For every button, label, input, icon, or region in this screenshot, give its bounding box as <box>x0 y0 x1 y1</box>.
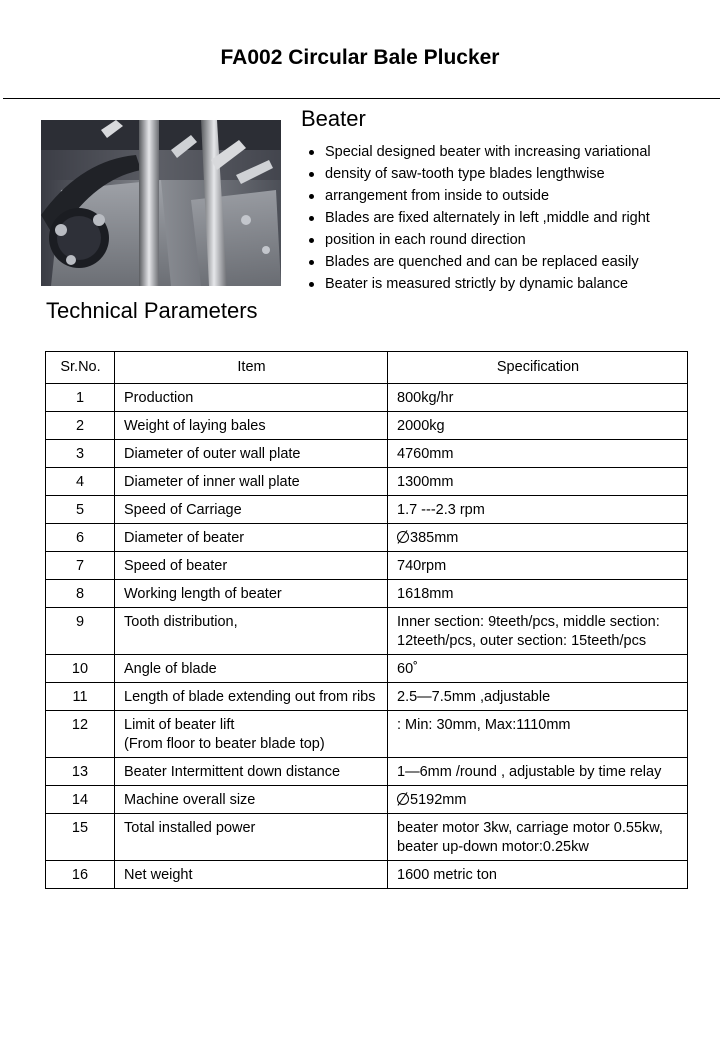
bullet-item <box>305 229 651 251</box>
table-row <box>46 683 688 711</box>
bullet-icon <box>309 194 314 199</box>
row-item: Diameter of outer wall plate <box>124 446 301 462</box>
row-item-cell <box>115 552 388 580</box>
beater-bullet-list <box>305 141 651 295</box>
table-row <box>46 814 688 861</box>
row-number: 7 <box>46 552 115 580</box>
technical-parameters-heading: Technical Parameters <box>46 298 258 323</box>
row-specification: 1.7 ---2.3 rpm <box>397 502 485 518</box>
table-row <box>46 580 688 608</box>
bullet-text: density of saw-tooth type blades lengthwise <box>325 166 605 182</box>
bullet-item <box>305 163 651 185</box>
row-specification: Inner section: 9teeth/pcs, middle section: 12teeth/pcs, outer section: 15teeth/pcs <box>397 614 660 649</box>
table-row <box>46 524 688 552</box>
row-spec-cell <box>388 468 688 496</box>
bullet-item <box>305 141 651 163</box>
bullet-icon <box>309 238 314 243</box>
table-header-row <box>46 352 688 384</box>
row-item-cell <box>115 580 388 608</box>
row-specification: 385mm <box>410 530 459 546</box>
row-item: Tooth distribution, <box>124 614 238 630</box>
row-item-note: (From floor to beater blade top) <box>124 736 325 752</box>
row-specification: 1600 metric ton <box>397 867 497 883</box>
bullet-text: arrangement from inside to outside <box>325 188 550 204</box>
row-spec-cell <box>388 440 688 468</box>
technical-parameters-table <box>45 351 688 889</box>
bullet-icon <box>309 150 314 155</box>
row-item-cell <box>115 440 388 468</box>
row-number: 1 <box>46 384 115 412</box>
row-item: Beater Intermittent down distance <box>124 764 341 780</box>
row-number: 15 <box>46 814 115 861</box>
row-number: 14 <box>46 786 115 814</box>
row-number: 5 <box>46 496 115 524</box>
row-item-cell <box>115 711 388 758</box>
row-number: 8 <box>46 580 115 608</box>
row-number: 11 <box>46 683 115 711</box>
column-header-item: Item <box>115 352 388 384</box>
row-specification: 740rpm <box>397 558 447 574</box>
row-item-cell <box>115 758 388 786</box>
row-specification: 800kg/hr <box>397 390 454 406</box>
row-specification: 1—6mm /round , adjustable by time relay <box>397 764 662 780</box>
row-item: Machine overall size <box>124 792 256 808</box>
row-item: Speed of beater <box>124 558 228 574</box>
row-number: 16 <box>46 861 115 889</box>
row-item-cell <box>115 496 388 524</box>
row-specification: 4760mm <box>397 446 454 462</box>
row-item-cell <box>115 384 388 412</box>
table-row <box>46 786 688 814</box>
row-item: Diameter of beater <box>124 530 245 546</box>
bullet-text: Blades are quenched and can be replaced easily <box>325 254 639 270</box>
row-number: 3 <box>46 440 115 468</box>
table-row <box>46 496 688 524</box>
table-row <box>46 412 688 440</box>
bullet-text: Beater is measured strictly by dynamic balance <box>325 276 629 292</box>
bullet-icon <box>309 172 314 177</box>
row-item: Diameter of inner wall plate <box>124 474 300 490</box>
table-row <box>46 608 688 655</box>
table-row <box>46 655 688 683</box>
row-spec-cell <box>388 384 688 412</box>
beater-photo <box>41 120 281 286</box>
bullet-item <box>305 185 651 207</box>
row-item-cell <box>115 608 388 655</box>
row-specification: 60˚ <box>397 661 418 677</box>
bullet-text: position in each round direction <box>325 232 526 248</box>
diameter-icon <box>397 793 409 805</box>
diameter-icon <box>397 531 409 543</box>
table-row <box>46 384 688 412</box>
row-specification: beater motor 3kw, carriage motor 0.55kw, beater up-down motor:0.25kw <box>397 820 663 855</box>
row-specification: 1618mm <box>397 586 454 602</box>
row-specification: 1300mm <box>397 474 454 490</box>
row-item: Working length of beater <box>124 586 282 602</box>
row-number: 4 <box>46 468 115 496</box>
title-divider <box>3 98 720 99</box>
table-row <box>46 711 688 758</box>
row-spec-cell <box>388 814 688 861</box>
row-item: Weight of laying bales <box>124 418 266 434</box>
row-number: 13 <box>46 758 115 786</box>
row-item-cell <box>115 814 388 861</box>
row-spec-cell <box>388 786 688 814</box>
bullet-text: Blades are fixed alternately in left ,middle and right <box>325 210 650 226</box>
column-header-sr-no: Sr.No. <box>46 352 115 384</box>
row-number: 12 <box>46 711 115 758</box>
row-item-cell <box>115 683 388 711</box>
row-item: Total installed power <box>124 820 256 836</box>
row-spec-cell <box>388 496 688 524</box>
table-row <box>46 440 688 468</box>
row-spec-cell <box>388 552 688 580</box>
row-spec-cell <box>388 655 688 683</box>
beater-heading: Beater <box>301 106 366 131</box>
row-spec-cell <box>388 861 688 889</box>
row-item-cell <box>115 861 388 889</box>
row-spec-cell <box>388 758 688 786</box>
row-number: 9 <box>46 608 115 655</box>
row-spec-cell <box>388 580 688 608</box>
row-spec-cell <box>388 524 688 552</box>
row-number: 10 <box>46 655 115 683</box>
table-row <box>46 468 688 496</box>
row-item: Net weight <box>124 867 193 883</box>
row-item: Angle of blade <box>124 661 217 677</box>
row-spec-cell <box>388 412 688 440</box>
bullet-item <box>305 207 651 229</box>
row-item-cell <box>115 524 388 552</box>
row-specification: 2000kg <box>397 418 445 434</box>
table-row <box>46 861 688 889</box>
row-specification: 2.5—7.5mm ,adjustable <box>397 689 551 705</box>
row-item-cell <box>115 655 388 683</box>
bullet-item <box>305 273 651 295</box>
table-row <box>46 552 688 580</box>
row-spec-cell <box>388 711 688 758</box>
row-item: Speed of Carriage <box>124 502 242 518</box>
row-spec-cell <box>388 608 688 655</box>
row-item-cell <box>115 468 388 496</box>
bullet-icon <box>309 260 314 265</box>
bullet-icon <box>309 282 314 287</box>
row-spec-cell <box>388 683 688 711</box>
bullet-text: Special designed beater with increasing variational <box>325 144 651 160</box>
row-specification: 5192mm <box>410 792 467 808</box>
row-item-cell <box>115 412 388 440</box>
row-item: Production <box>124 390 194 406</box>
row-item-cell <box>115 786 388 814</box>
row-number: 2 <box>46 412 115 440</box>
row-item: Length of blade extending out from ribs <box>124 689 376 705</box>
row-specification: : Min: 30mm, Max:1110mm <box>397 717 571 733</box>
row-item: Limit of beater lift <box>124 717 235 733</box>
table-body <box>46 384 688 889</box>
table-row <box>46 758 688 786</box>
bullet-item <box>305 251 651 273</box>
row-number: 6 <box>46 524 115 552</box>
page-title: FA002 Circular Bale Plucker <box>220 46 500 69</box>
column-header-specification: Specification <box>388 352 688 384</box>
bullet-icon <box>309 216 314 221</box>
